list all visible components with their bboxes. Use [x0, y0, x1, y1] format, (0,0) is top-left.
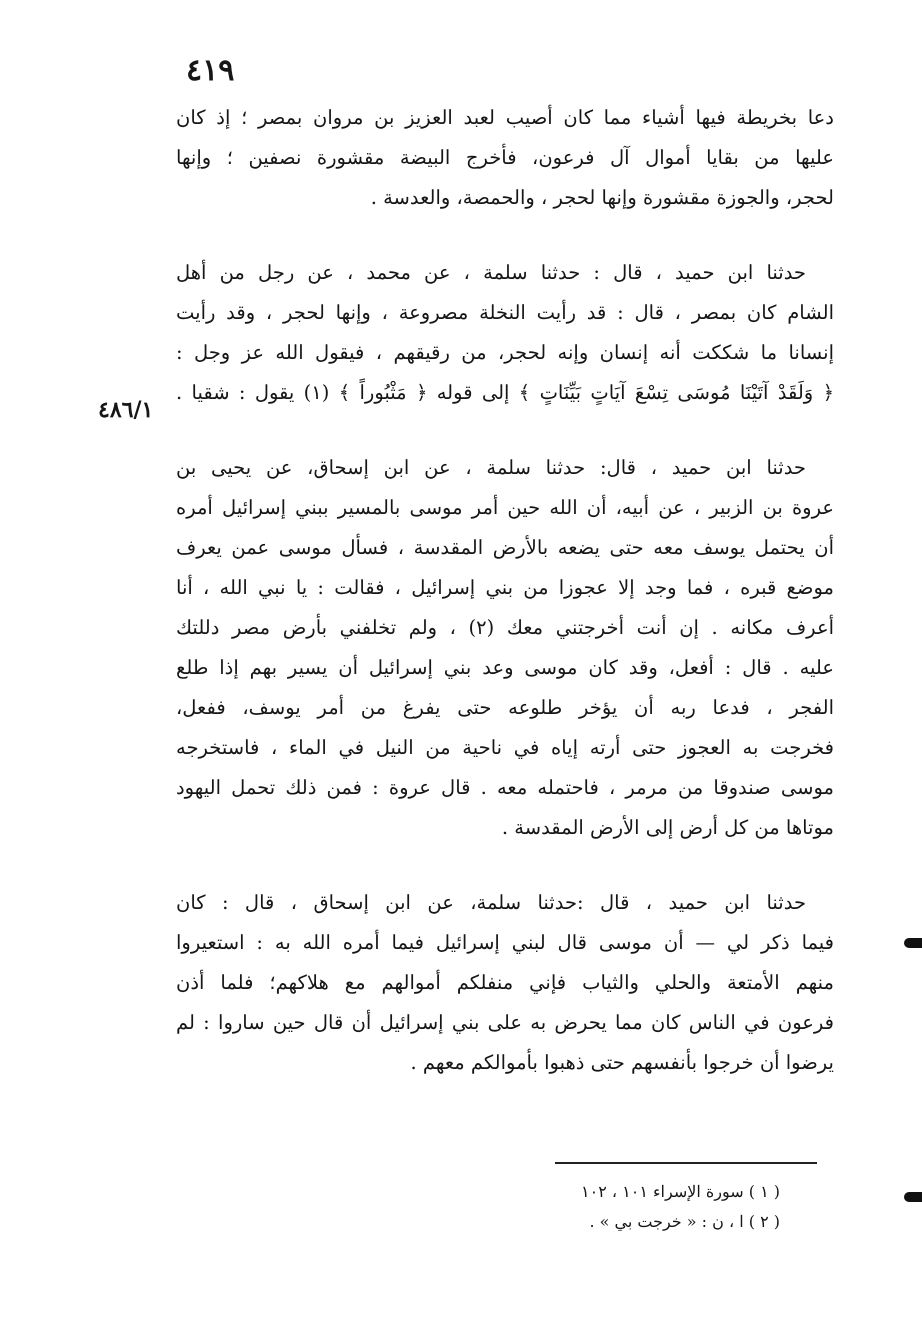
text-line: فرعون في الناس كان مما يحرض به على بني إسرائيل أن قال حين ساروا : لم [176, 1011, 834, 1034]
text-line: أعرف مكانه . إن أنت أخرجتني معك (٢) ، ولم تخلفني بأرض مصر دللتك [176, 616, 834, 639]
text-line: موضع قبره ، فما وجد إلا عجوزا من بني إسرائيل ، فقالت : يا نبي الله ، أنا [176, 576, 834, 599]
footnote-2: ( ٢ ) ا ، ن : « خرجت بي » . [589, 1212, 780, 1231]
text-line: فيما ذكر لي — أن موسى قال لبني إسرائيل فيما أمره الله به : استعيروا [176, 931, 834, 954]
text-line: عليها من بقايا أموال آل فرعون، فأخرج البيضة مقشورة نصفين ؛ وإنها [176, 146, 834, 169]
paragraph-3 [176, 448, 834, 848]
paragraph-2 [176, 253, 834, 413]
paragraph-gap [176, 413, 834, 448]
main-text [176, 98, 834, 1083]
footnotes [470, 1177, 780, 1237]
text-line: فخرجت به العجوز حتى أرته إياه في ناحية من النيل في الماء ، فاستخرجه [176, 736, 834, 759]
margin-reference: ٤٨٦/١ [98, 397, 154, 423]
text-line: حدثنا ابن حميد ، قال :حدثنا سلمة، عن ابن إسحاق ، قال : كان [176, 891, 806, 914]
text-line: دعا بخريطة فيها أشياء مما كان أصيب لعبد العزيز بن مروان بمصر ؛ إذ كان [176, 106, 834, 129]
text-line: حدثنا ابن حميد ، قال : حدثنا سلمة ، عن محمد ، عن رجل من أهل [176, 261, 806, 284]
paragraph-1 [176, 98, 834, 218]
paragraph-gap [176, 218, 834, 253]
page-edge-mark [904, 1192, 922, 1202]
quran-verse-line: ﴿ وَلَقَدْ آتَيْنَا مُوسَى تِسْعَ آيَاتٍ بَيِّنَاتٍ ﴾ إلى قوله ﴿ مَثْبُوراً ﴾ (١) يقول : شقيا . [176, 381, 834, 404]
page-number: ٤١٩ [186, 53, 235, 88]
text-line: موتاها من كل أرض إلى الأرض المقدسة . [501, 816, 834, 839]
text-line: الشام كان بمصر ، قال : قد رأيت النخلة مصروعة ، وإنها لحجر ، وقد رأيت [176, 301, 834, 324]
text-line: الفجر ، فدعا ربه أن يؤخر طلوعه حتى يفرغ من أمر يوسف، ففعل، [176, 696, 834, 719]
footnote-separator [555, 1162, 817, 1164]
text-line: عروة بن الزبير ، عن أبيه، أن الله حين أمر موسى بالمسير ببني إسرائيل أمره [176, 496, 834, 519]
paragraph-gap [176, 848, 834, 883]
text-line: إنسانا ما شككت أنه إنسان وإنه لحجر، من رقيقهم ، فيقول الله عز وجل : [176, 341, 834, 364]
text-line: أن يحتمل يوسف معه حتى يضعه بالأرض المقدسة ، فسأل موسى عمن يعرف [176, 536, 834, 559]
footnote-1: ( ١ ) سورة الإسراء ١٠١ ، ١٠٢ [581, 1182, 780, 1201]
text-line: عليه . قال : أفعل، وقد كان موسى وعد بني إسرائيل أن يسير بهم إذا طلع [176, 656, 834, 679]
paragraph-4 [176, 883, 834, 1083]
text-line: موسى صندوقا من مرمر ، فاحتمله معه . قال عروة : فمن ذلك تحمل اليهود [176, 776, 834, 799]
page-edge-mark [904, 938, 922, 948]
text-line: يرضوا أن خرجوا بأنفسهم حتى ذهبوا بأموالكم معهم . [410, 1051, 834, 1074]
text-line: لحجر، والجوزة مقشورة وإنها لحجر ، والحمصة، والعدسة . [370, 186, 834, 209]
text-line: منهم الأمتعة والحلي والثياب فإني منفلكم أموالهم مع هلاكهم؛ فلما أذن [176, 971, 834, 994]
text-line: حدثنا ابن حميد ، قال: حدثنا سلمة ، عن ابن إسحاق، عن يحيى بن [176, 456, 806, 479]
